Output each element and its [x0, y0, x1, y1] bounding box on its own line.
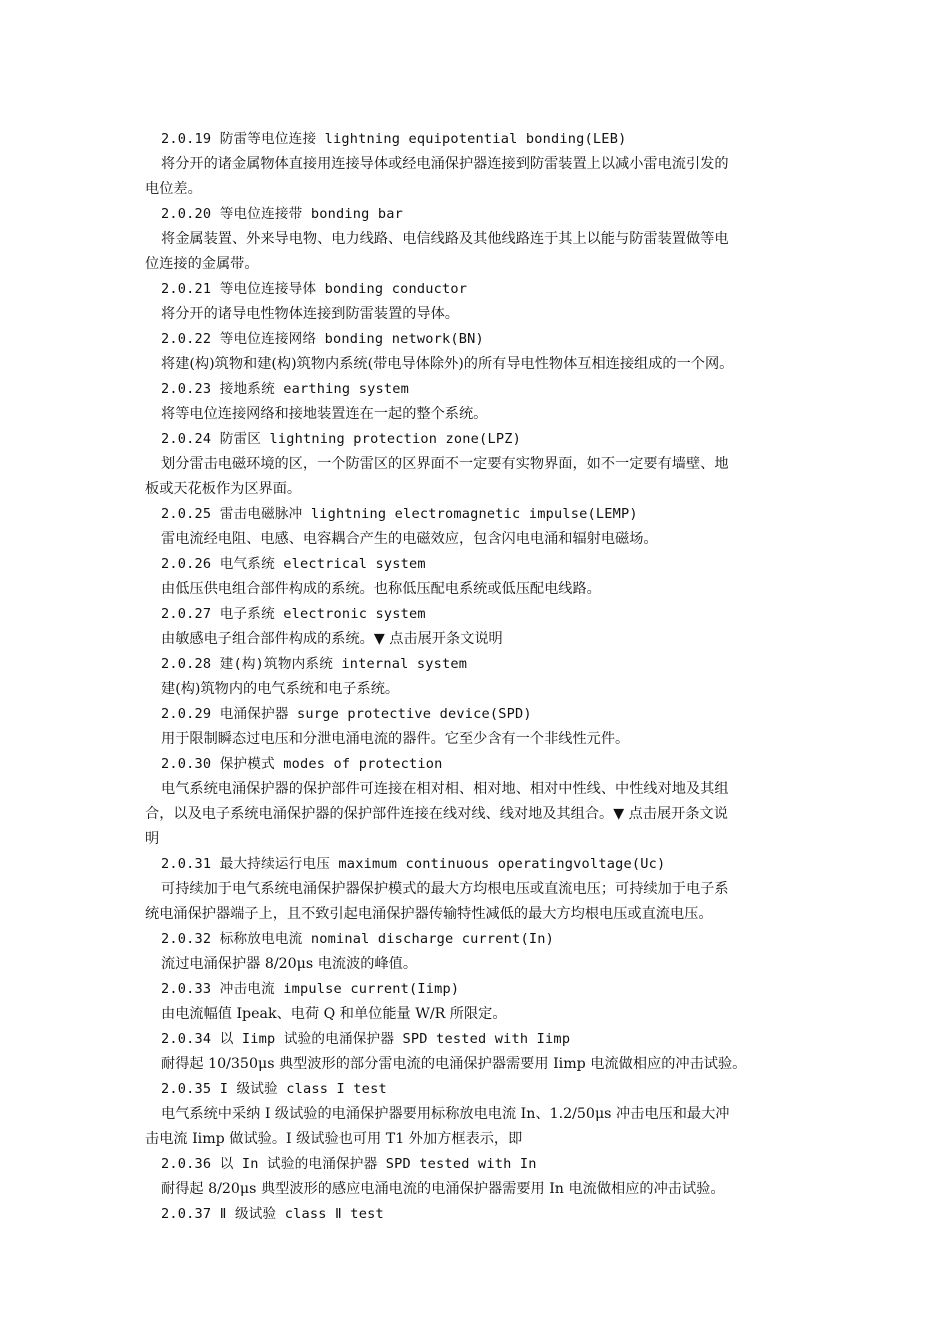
definition-line: 电位差。 — [145, 181, 202, 197]
definition-line: 将金属装置、外来导电物、电力线路、电信线路及其他线路连于其上以能与防雷装置做等电 — [161, 231, 729, 247]
definition-line: 流过电涌保护器 8/20μs 电流波的峰值。 — [161, 956, 418, 972]
definition-line: 用于限制瞬态过电压和分泄电涌电流的器件。它至少含有一个非线性元件。 — [161, 731, 630, 747]
term-heading: 2.0.25 雷击电磁脉冲 lightning electromagnetic impulse(LEMP) — [161, 506, 638, 522]
term-heading: 2.0.19 防雷等电位连接 lightning equipotential bonding(LEB) — [161, 131, 627, 147]
term-heading: 2.0.31 最大持续运行电压 maximum continuous operatingvoltage(Uc) — [161, 856, 666, 872]
term-heading: 2.0.27 电子系统 electronic system — [161, 606, 426, 622]
term-heading: 2.0.26 电气系统 electrical system — [161, 556, 426, 572]
definition-line: 将建(构)筑物和建(构)筑物内系统(带电导体除外)的所有导电性物体互相连接组成的一个网。 — [161, 356, 734, 372]
term-heading: 2.0.30 保护模式 modes of protection — [161, 756, 443, 772]
term-heading: 2.0.37 Ⅱ 级试验 class Ⅱ test — [161, 1206, 384, 1222]
term-heading: 2.0.36 以 In 试验的电涌保护器 SPD tested with In — [161, 1156, 537, 1172]
term-heading: 2.0.23 接地系统 earthing system — [161, 381, 410, 397]
term-heading: 2.0.35 I 级试验 class I test — [161, 1081, 387, 1097]
definition-line: 由低压供电组合部件构成的系统。也称低压配电系统或低压配电线路。 — [161, 581, 601, 597]
term-heading: 2.0.22 等电位连接网络 bonding network(BN) — [161, 331, 484, 347]
term-heading: 2.0.20 等电位连接带 bonding bar — [161, 206, 404, 222]
term-heading: 2.0.29 电涌保护器 surge protective device(SPD) — [161, 706, 532, 722]
definition-line: 雷电流经电阻、电感、电容耦合产生的电磁效应，包含闪电电涌和辐射电磁场。 — [161, 531, 658, 547]
definition-line: 将分开的诸导电性物体连接到防雷装置的导体。 — [161, 306, 459, 322]
definition-line: 将分开的诸金属物体直接用连接导体或经电涌保护器连接到防雷装置上以减小雷电流引发的 — [161, 156, 729, 172]
term-heading: 2.0.21 等电位连接导体 bonding conductor — [161, 281, 468, 297]
definition-line: 板或天花板作为区界面。 — [145, 481, 302, 497]
definition-line: 耐得起 8/20μs 典型波形的感应电涌电流的电涌保护器需要用 In 电流做相应的冲击试验。 — [161, 1181, 725, 1197]
term-heading: 2.0.34 以 Iimp 试验的电涌保护器 SPD tested with Iimp — [161, 1031, 571, 1047]
definition-line: 划分雷击电磁环境的区，一个防雷区的区界面不一定要有实物界面，如不一定要有墙壁、地 — [161, 456, 729, 472]
definition-line: 位连接的金属带。 — [145, 256, 259, 272]
definition-line: 击电流 Iimp 做试验。I 级试验也可用 T1 外加方框表示，即 — [145, 1131, 523, 1147]
term-heading: 2.0.24 防雷区 lightning protection zone(LPZ) — [161, 431, 521, 447]
term-heading: 2.0.28 建(构)筑物内系统 internal system — [161, 656, 468, 672]
definition-line: 耐得起 10/350μs 典型波形的部分雷电流的电涌保护器需要用 Iimp 电流做相应的冲击试验。 — [161, 1056, 747, 1072]
document-body — [145, 127, 815, 1227]
definition-line: 电气系统电涌保护器的保护部件可连接在相对相、相对地、相对中性线、中性线对地及其组 — [161, 781, 729, 797]
definition-line: 电气系统中采纳 I 级试验的电涌保护器要用标称放电电流 In、1.2/50μs 冲击电压和最大冲 — [161, 1106, 730, 1122]
definition-line-with-expand-link[interactable]: 合，以及电子系统电涌保护器的保护部件连接在线对线、线对地及其组合。▼ 点击展开条文说 — [145, 806, 728, 822]
term-heading: 2.0.33 冲击电流 impulse current(Iimp) — [161, 981, 460, 997]
definition-line: 由电流幅值 Ipeak、电荷 Q 和单位能量 W/R 所限定。 — [161, 1006, 507, 1022]
definition-line: 统电涌保护器端子上，且不致引起电涌保护器传输特性减低的最大方均根电压或直流电压。 — [145, 906, 713, 922]
definition-line: 将等电位连接网络和接地装置连在一起的整个系统。 — [161, 406, 488, 422]
definition-line: 明 — [145, 831, 160, 847]
definition-line: 建(构)筑物内的电气系统和电子系统。 — [161, 681, 400, 697]
definition-line-with-expand-link[interactable]: 由敏感电子组合部件构成的系统。▼ 点击展开条文说明 — [161, 631, 503, 647]
term-heading: 2.0.32 标称放电电流 nominal discharge current(In) — [161, 931, 554, 947]
definition-line: 可持续加于电气系统电涌保护器保护模式的最大方均根电压或直流电压；可持续加于电子系 — [161, 881, 729, 897]
